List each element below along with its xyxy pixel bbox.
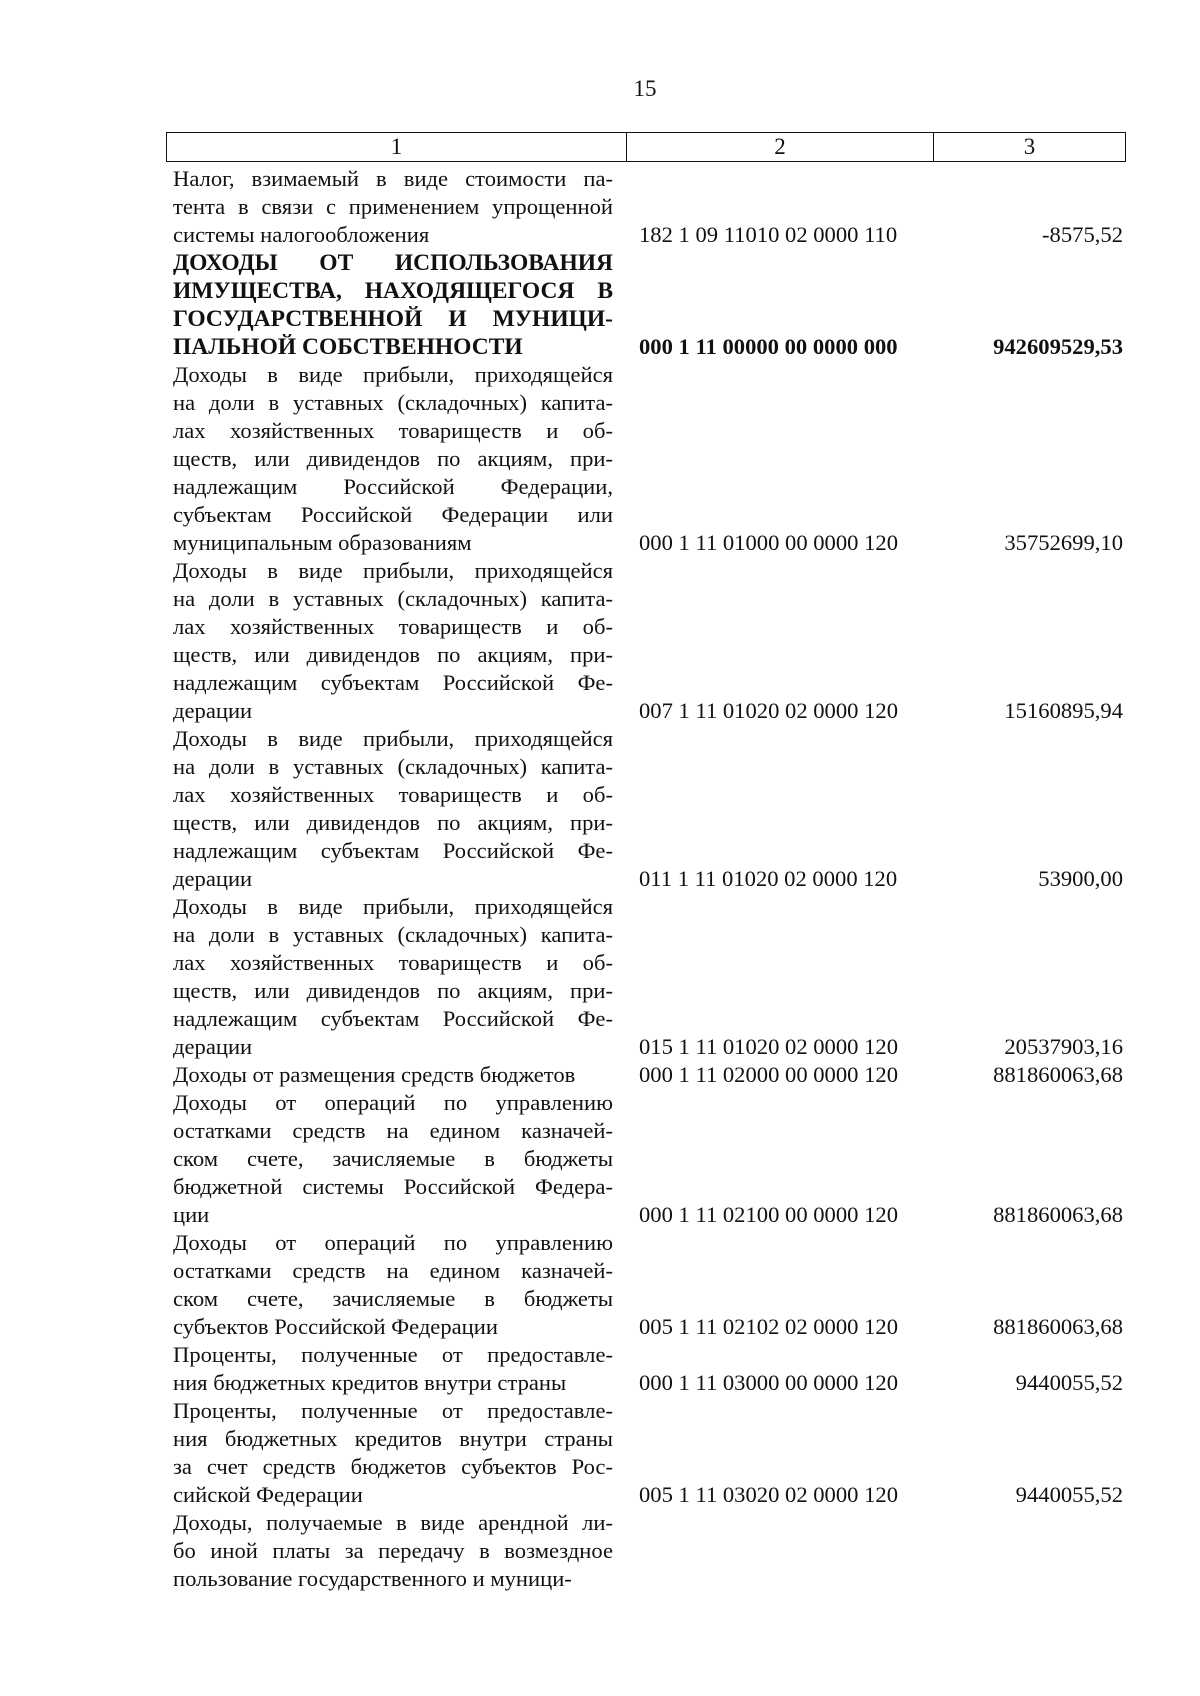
row-description-line: ции: [173, 1202, 210, 1227]
row-description-line: Доходы от операций по управлению: [173, 1230, 613, 1255]
row-code: 182 1 09 11010 02 0000 110: [639, 222, 898, 247]
row-code: 005 1 11 03020 02 0000 120: [639, 1482, 898, 1507]
row-code: 005 1 11 02102 02 0000 120: [639, 1314, 898, 1339]
row-description: [173, 1509, 613, 1593]
table-row: [173, 361, 1123, 557]
row-description-line: ществ, или дивидендов по акциям, при-: [173, 810, 613, 835]
table-row: [173, 1061, 1123, 1089]
table-row: [173, 893, 1123, 1061]
row-description: [173, 249, 613, 361]
row-description-line: Проценты, полученные от предоставле-: [173, 1342, 613, 1367]
header-col-2: 2: [627, 133, 934, 161]
row-amount: 881860063,68: [993, 1202, 1123, 1227]
row-description-line: за счет средств бюджетов субъектов Рос-: [173, 1454, 613, 1479]
row-amount: 53900,00: [1038, 866, 1123, 891]
table-row: [173, 557, 1123, 725]
row-description-line: тента в связи с применением упрощенной: [173, 194, 613, 219]
table-row: [173, 165, 1123, 249]
row-amount: 881860063,68: [993, 1062, 1123, 1087]
row-description-line: надлежащим субъектам Российской Фе-: [173, 838, 613, 863]
row-description-line: субъектов Российской Федерации: [173, 1314, 498, 1339]
row-description-line: Налог, взимаемый в виде стоимости па-: [173, 166, 613, 191]
row-description-line: Доходы в виде прибыли, приходящейся: [173, 362, 613, 387]
row-code: 000 1 11 03000 00 0000 120: [639, 1370, 898, 1395]
row-description-line: на доли в уставных (складочных) капита-: [173, 390, 613, 415]
row-description-line: ния бюджетных кредитов внутри страны: [173, 1426, 613, 1451]
row-description-line: ществ, или дивидендов по акциям, при-: [173, 446, 613, 471]
row-description-line: лах хозяйственных товариществ и об-: [173, 614, 613, 639]
table-row: [173, 249, 1123, 361]
page-number: 15: [633, 76, 657, 101]
header-col-1: 1: [167, 133, 627, 161]
row-description: [173, 557, 613, 725]
row-description: [173, 1397, 613, 1509]
row-description-line: лах хозяйственных товариществ и об-: [173, 950, 613, 975]
row-description-line: субъектам Российской Федерации или: [173, 502, 613, 527]
row-description-line: бо иной платы за передачу в возмездное: [173, 1538, 613, 1563]
row-description-line: пользование государственного и муници-: [173, 1566, 572, 1591]
row-description-line: дерации: [173, 698, 253, 723]
row-description-line: Доходы от операций по управлению: [173, 1090, 613, 1115]
row-description: [173, 165, 613, 249]
row-description: [173, 361, 613, 557]
row-description-line: надлежащим Российской Федерации,: [173, 474, 613, 499]
row-description: [173, 1061, 613, 1089]
row-amount: 15160895,94: [1004, 698, 1123, 723]
row-description-line: муниципальным образованиям: [173, 530, 472, 555]
row-description: [173, 1341, 613, 1397]
row-description-line: Доходы в виде прибыли, приходящейся: [173, 558, 613, 583]
table-row: [173, 1509, 1123, 1593]
row-code: 000 1 11 00000 00 0000 000: [639, 334, 898, 359]
row-description-line: ществ, или дивидендов по акциям, при-: [173, 642, 613, 667]
header-col-3: 3: [1023, 134, 1036, 159]
row-amount: 881860063,68: [993, 1314, 1123, 1339]
row-description: [173, 725, 613, 893]
row-code: 011 1 11 01020 02 0000 120: [639, 866, 898, 891]
row-code: 000 1 11 02000 00 0000 120: [639, 1062, 898, 1087]
table-body: [173, 165, 1123, 1593]
row-description-line: ИМУЩЕСТВА, НАХОДЯЩЕГОСЯ В: [173, 278, 613, 304]
row-description-line: Доходы в виде прибыли, приходящейся: [173, 894, 613, 919]
table-header: [166, 132, 1126, 162]
row-amount: 35752699,10: [1004, 530, 1123, 555]
row-amount: -8575,52: [1042, 222, 1123, 247]
row-description-line: ском счете, зачисляемые в бюджеты: [173, 1286, 613, 1311]
row-description-line: Проценты, полученные от предоставле-: [173, 1398, 613, 1423]
row-code: 000 1 11 02100 00 0000 120: [639, 1202, 898, 1227]
table-row: [173, 725, 1123, 893]
row-description: [173, 1089, 613, 1229]
row-description-line: ском счете, зачисляемые в бюджеты: [173, 1146, 613, 1171]
row-description-line: ДОХОДЫ ОТ ИСПОЛЬЗОВАНИЯ: [173, 250, 613, 276]
row-description-line: на доли в уставных (складочных) капита-: [173, 922, 613, 947]
table-row: [173, 1397, 1123, 1509]
row-description-line: на доли в уставных (складочных) капита-: [173, 586, 613, 611]
row-description: [173, 893, 613, 1061]
row-description-line: Доходы от размещения средств бюджетов: [173, 1062, 576, 1087]
row-description-line: надлежащим субъектам Российской Фе-: [173, 670, 613, 695]
row-amount: 942609529,53: [993, 334, 1123, 359]
row-code: 007 1 11 01020 02 0000 120: [639, 698, 898, 723]
table-row: [173, 1229, 1123, 1341]
row-amount: 20537903,16: [1004, 1034, 1123, 1059]
row-description-line: лах хозяйственных товариществ и об-: [173, 418, 613, 443]
row-code: 000 1 11 01000 00 0000 120: [639, 530, 898, 555]
row-description-line: остатками средств на едином казначей-: [173, 1118, 613, 1143]
row-description-line: дерации: [173, 1034, 253, 1059]
row-description-line: остатками средств на едином казначей-: [173, 1258, 613, 1283]
row-amount: 9440055,52: [1015, 1370, 1123, 1395]
row-description-line: лах хозяйственных товариществ и об-: [173, 782, 613, 807]
row-description-line: ния бюджетных кредитов внутри страны: [173, 1370, 567, 1395]
row-description-line: сийской Федерации: [173, 1482, 363, 1507]
row-amount: 9440055,52: [1015, 1482, 1123, 1507]
row-description-line: ПАЛЬНОЙ СОБСТВЕННОСТИ: [173, 334, 523, 360]
row-description-line: надлежащим субъектам Российской Фе-: [173, 1006, 613, 1031]
row-description-line: Доходы, получаемые в виде арендной ли-: [173, 1510, 613, 1535]
row-description-line: ГОСУДАРСТВЕННОЙ И МУНИЦИ-: [173, 306, 613, 332]
row-description-line: дерации: [173, 866, 253, 891]
row-description-line: системы налогообложения: [173, 222, 430, 247]
row-description-line: ществ, или дивидендов по акциям, при-: [173, 978, 613, 1003]
row-code: 015 1 11 01020 02 0000 120: [639, 1034, 898, 1059]
row-description-line: бюджетной системы Российской Федера-: [173, 1174, 613, 1199]
table-row: [173, 1341, 1123, 1397]
row-description-line: Доходы в виде прибыли, приходящейся: [173, 726, 613, 751]
row-description: [173, 1229, 613, 1341]
row-description-line: на доли в уставных (складочных) капита-: [173, 754, 613, 779]
table-row: [173, 1089, 1123, 1229]
